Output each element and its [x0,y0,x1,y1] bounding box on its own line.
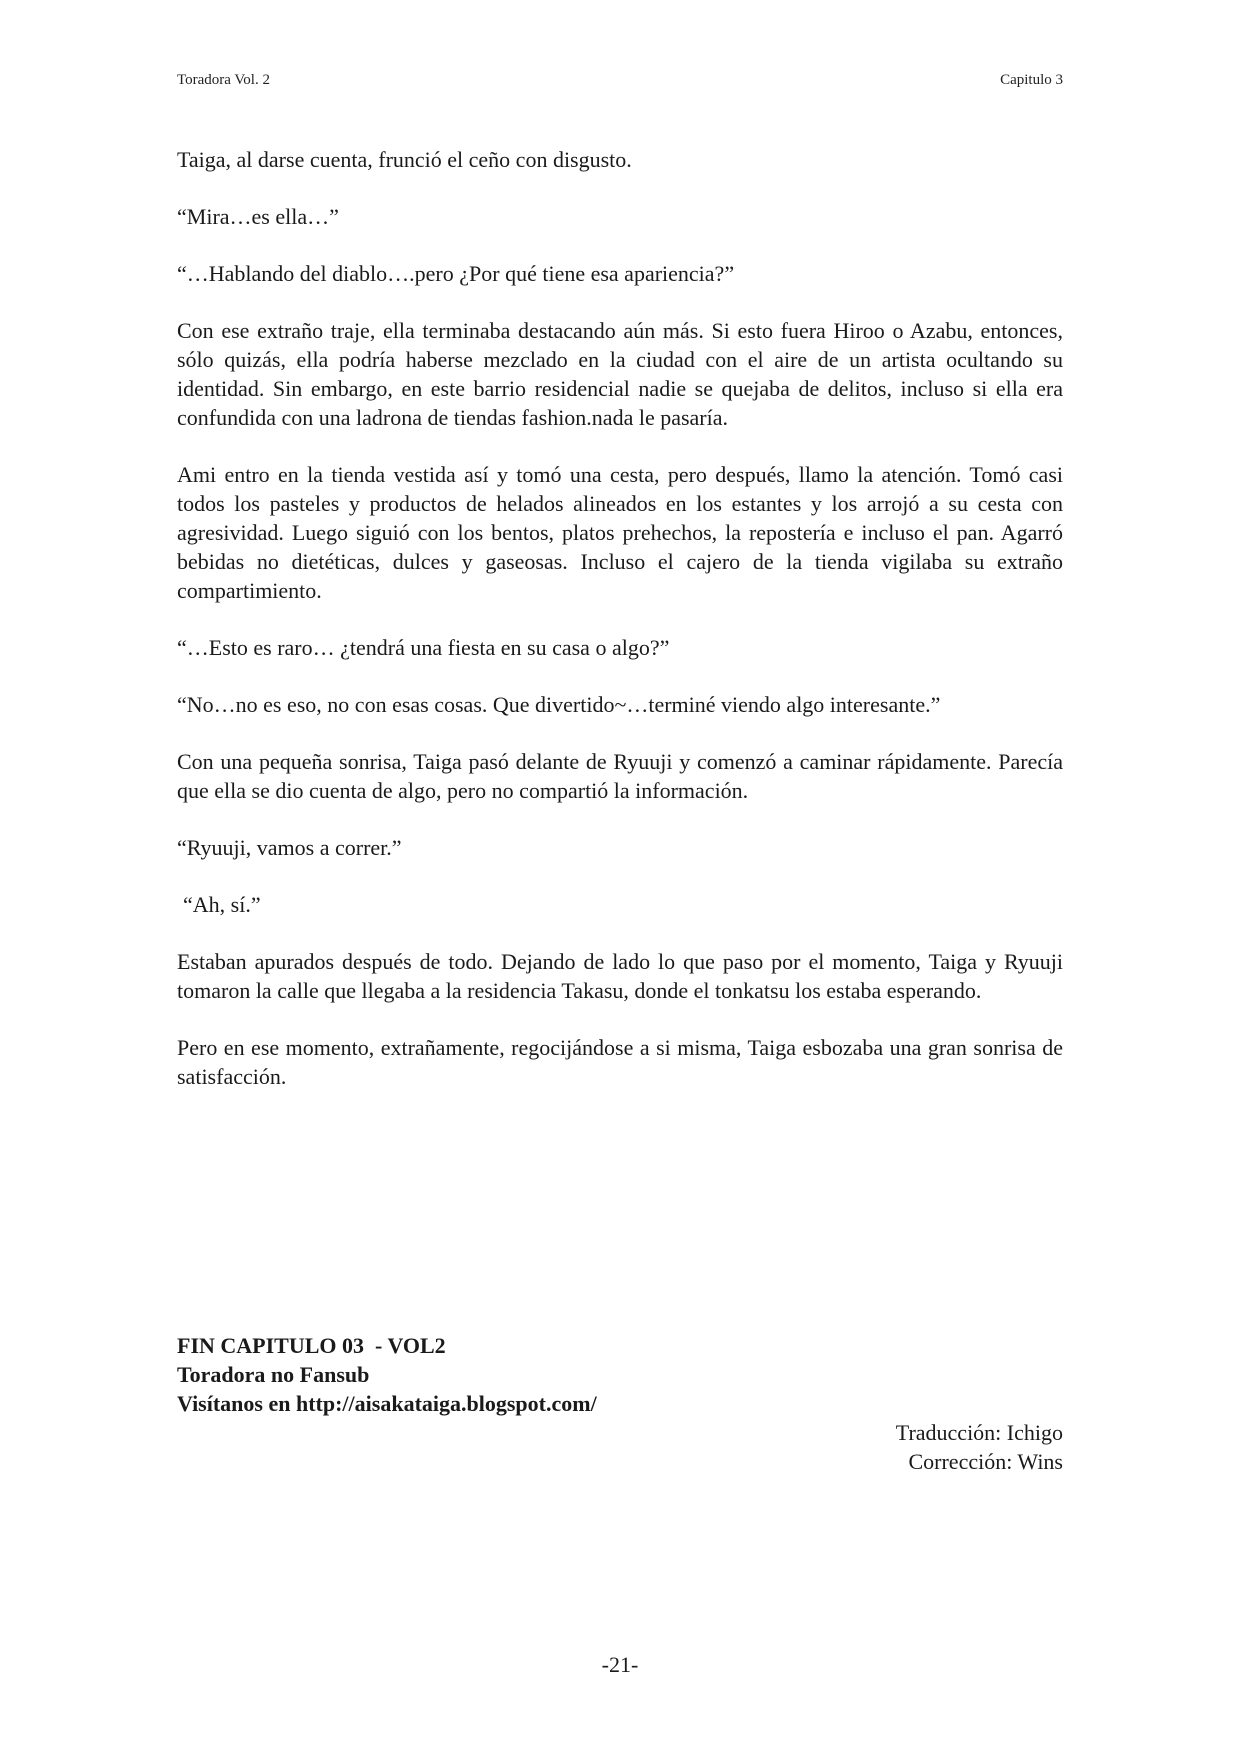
correction-credit: Corrección: Wins [908,1449,1063,1474]
header-chapter: Capitulo 3 [1000,72,1063,88]
paragraph: Estaban apurados después de todo. Dejando de lado lo que paso por el momento, Taiga y Ryuuji tomaron la calle que llegaba a la residencia Takasu, donde el tonkatsu los estaba esperando. [177,949,1063,1003]
paragraph: Pero en ese momento, extrañamente, regocijándose a si misma, Taiga esbozaba una gran sonrisa de satisfacción. [177,1035,1063,1089]
paragraph: “Mira…es ella…” [177,204,339,229]
chapter-end-title: FIN CAPITULO 03 - VOL2 [177,1333,446,1358]
page-header [177,72,1063,92]
paragraph: “…Hablando del diablo….pero ¿Por qué tiene esa apariencia?” [177,261,735,286]
translation-credit: Traducción: Ichigo [895,1420,1063,1445]
paragraph: Ami entro en la tienda vestida así y tomó una cesta, pero después, llamo la atención. Tomó casi todos los pasteles y productos de helados alineados en los estantes y los arrojó a su cesta con agresividad. Luego siguió con los bentos, platos prehechos, la repostería e incluso el pan. Agarró bebidas no dietéticas, dulces y gaseosas. Incluso el cajero de la tienda vigilaba su extraño compartimiento. [177,462,1063,603]
paragraph: “Ah, sí.” [183,892,261,917]
fansub-name: Toradora no Fansub [177,1362,370,1387]
paragraph: “Ryuuji, vamos a correr.” [177,835,402,860]
page-number: -21- [601,1652,639,1677]
chapter-end-block [177,1331,1063,1418]
paragraph: Taiga, al darse cuenta, frunció el ceño con disgusto. [177,147,632,172]
chapter-body [177,145,1063,1119]
paragraph: “…Esto es raro… ¿tendrá una fiesta en su casa o algo?” [177,635,670,660]
paragraph: “No…no es eso, no con esas cosas. Que divertido~…terminé viendo algo interesante.” [177,692,941,717]
header-book-title: Toradora Vol. 2 [177,72,270,88]
visit-link[interactable]: Visítanos en http://aisakataiga.blogspot.com/ [177,1391,597,1416]
paragraph: Con una pequeña sonrisa, Taiga pasó delante de Ryuuji y comenzó a caminar rápidamente. Parecía que ella se dio cuenta de algo, pero no compartió la información. [177,749,1063,803]
paragraph: Con ese extraño traje, ella terminaba destacando aún más. Si esto fuera Hiroo o Azabu, entonces, sólo quizás, ella podría haberse mezclado en la ciudad con el aire de un artista ocultando su identidad. Sin embargo, en este barrio residencial nadie se quejaba de delitos, incluso si ella era confundida con una ladrona de tiendas fashion.nada le pasaría. [177,318,1063,430]
credits-block [896,1418,1063,1476]
